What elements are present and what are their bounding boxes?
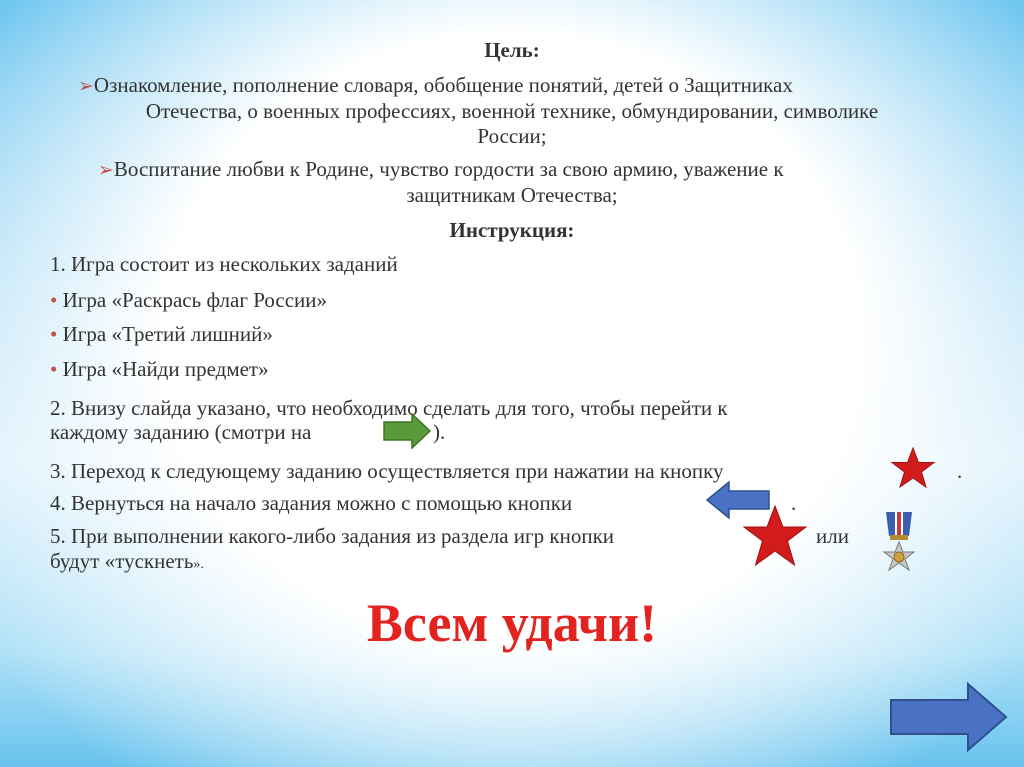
dot-icon: •: [50, 288, 58, 312]
goal-item-1-line-1: ➢Ознакомление, пополнение словаря, обобщение понятий, детей о Защитниках: [78, 73, 793, 97]
game-item-2: • Игра «Третий лишний»: [50, 322, 273, 346]
step-2-line-2b: ).: [433, 420, 446, 444]
step-4-end: .: [791, 491, 797, 515]
dot-icon: •: [50, 357, 58, 381]
step-5-or: или: [816, 524, 849, 548]
green-arrow-icon: [382, 413, 432, 449]
step-4: 4. Вернуться на начало задания можно с помощью кнопки: [50, 491, 573, 515]
red-star-large-icon[interactable]: [740, 503, 810, 569]
dot-icon: •: [50, 322, 58, 346]
game-item-3: • Игра «Найди предмет»: [50, 357, 269, 381]
triangle-arrow-icon: ➢: [98, 160, 114, 181]
goal-item-1-line-3: России;: [477, 124, 547, 148]
next-button[interactable]: [888, 680, 1010, 754]
instruction-heading: Инструкция:: [449, 218, 575, 242]
goal-item-1-line-2: Отечества, о военных профессиях, военной технике, обмундировании, символике: [145, 99, 879, 123]
step-5-line-1: 5. При выполнении какого-либо задания из раздела игр кнопки: [50, 524, 615, 548]
triangle-arrow-icon: ➢: [78, 76, 94, 97]
medal-icon[interactable]: [876, 510, 922, 580]
goal-item-2-line-1: ➢Воспитание любви к Родине, чувство гордости за свою армию, уважение к: [98, 157, 784, 181]
final-message: Всем удачи!: [366, 593, 658, 653]
step-2-line-1: 2. Внизу слайда указано, что необходимо сделать для того, чтобы перейти к: [50, 396, 728, 420]
game-item-1: • Игра «Раскрась флаг России»: [50, 288, 327, 312]
step-3: 3. Переход к следующему заданию осуществляется при нажатии на кнопку: [50, 459, 724, 483]
red-star-icon[interactable]: [890, 446, 936, 490]
step-1: 1. Игра состоит из нескольких заданий: [50, 252, 398, 276]
step-2-line-2a: каждому заданию (смотри на: [50, 420, 312, 444]
step-3-end: .: [957, 459, 963, 483]
goal-heading: Цель:: [484, 38, 540, 62]
step-5-line-2: будут «тускнеть».: [50, 549, 204, 573]
goal-item-2-line-2: защитникам Отечества;: [406, 183, 618, 207]
